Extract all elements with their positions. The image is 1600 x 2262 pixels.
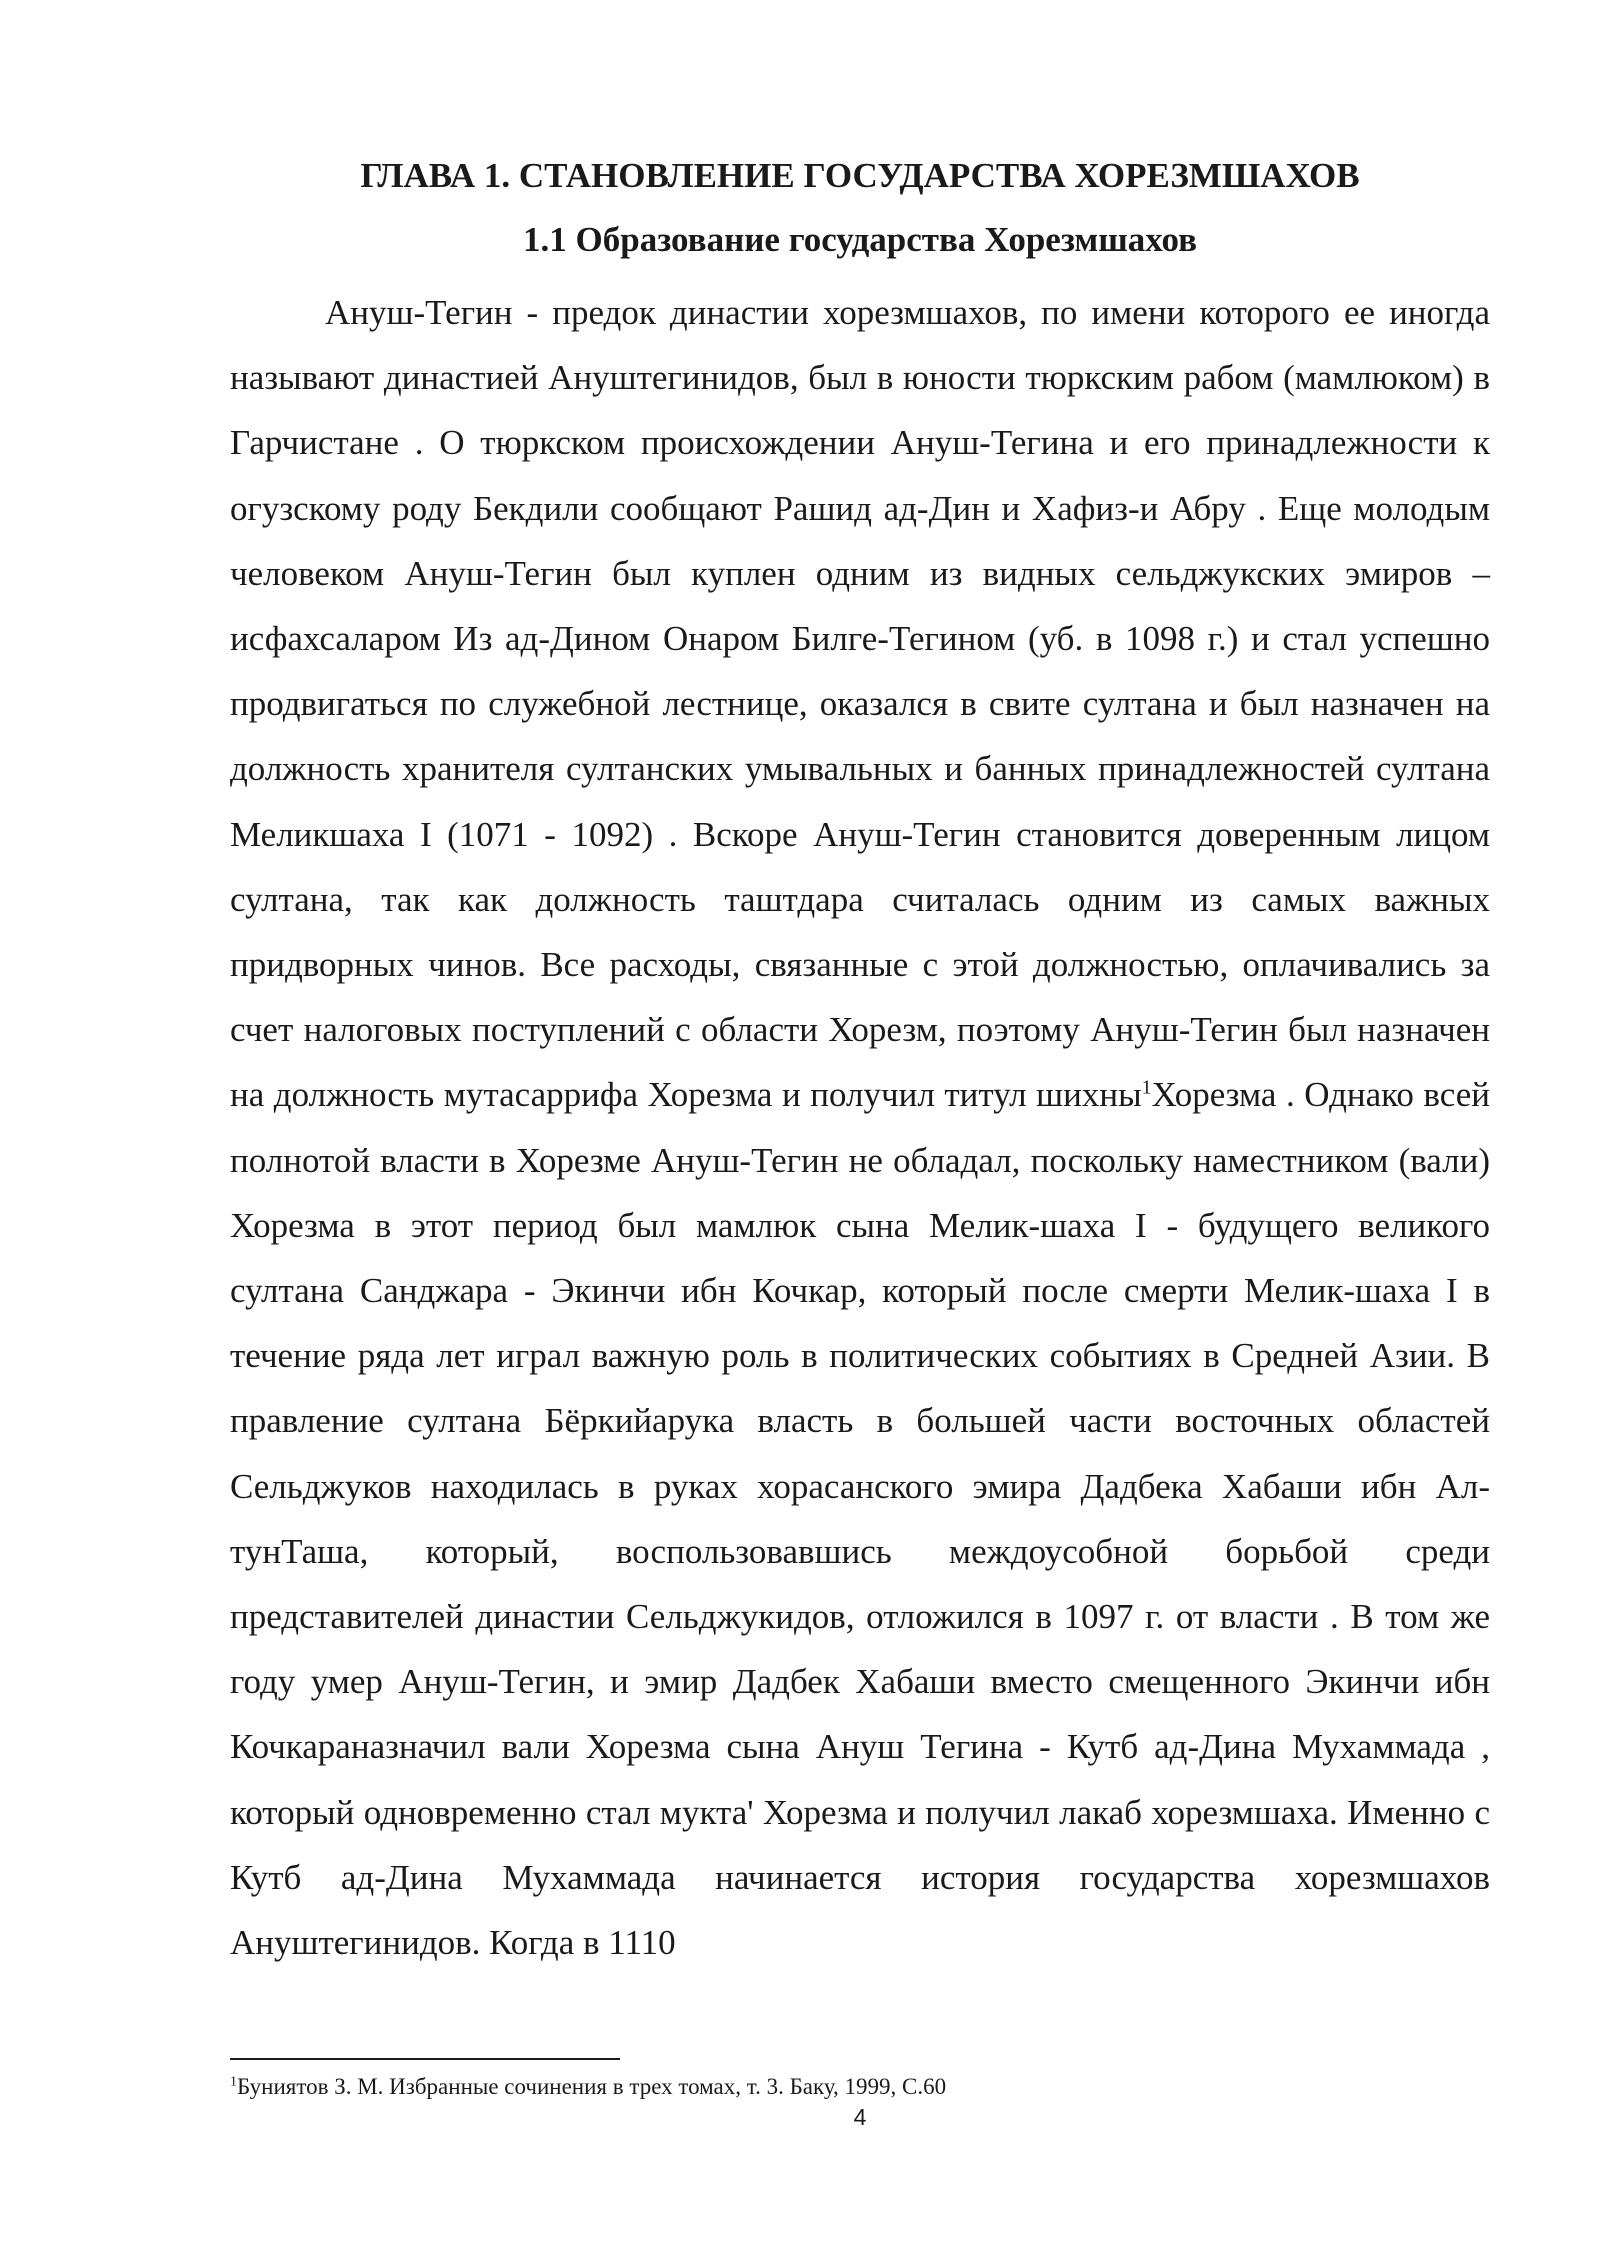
body-paragraph	[230, 280, 1490, 1975]
footnote-mark: 1	[230, 2074, 237, 2090]
paragraph-text-part-2: Хорезма . Однако всей полнотой власти в Хорезме Ануш-Тегин не обладал, поскольку наместником (вали) Хорезма в этот период был мамлюк сына Мелик-шаха I - будущего великого султана Санджара - Экинчи ибн Кочкар, который после смерти Мелик-шаха I в течение ряда лет играл важную роль в политических событиях в Средней Азии. В правление султана Бёркийарука власть в большей части восточных областей Сельджуков находилась в руках хорасанского эмира Дадбека Хабаши ибн Ал-тунТаша, который, воспользовавшись междоусобной борьбой среди представителей династии Сельджукидов, отложился в 1097 г. от власти . В том же году умер Ануш-Тегин, и эмир Дадбек Хабаши вместо смещенного Экинчи ибн Кочкараназначил вали Хорезма сына Ануш Тегина - Кутб ад-Дина Мухаммада , который одновременно стал мукта' Хорезма и получил лакаб хорезмшаха. Именно с Кутб ад-Дина Мухаммада начинается история государства хорезмшахов Ануштегинидов. Когда в 1110	[230, 1075, 1490, 1963]
footnote	[230, 2072, 1490, 2102]
footnote-separator	[230, 2058, 620, 2060]
page-number: 4	[853, 2104, 867, 2130]
chapter-title: ГЛАВА 1. СТАНОВЛЕНИЕ ГОСУДАРСТВА ХОРЕЗМШАХОВ	[360, 156, 1360, 195]
footnote-reference[interactable]: 1	[1141, 1076, 1152, 1099]
footnote-text: Буниятов З. М. Избранные сочинения в трех томах, т. 3. Баку, 1999, С.60	[237, 2074, 947, 2099]
paragraph-text-part-1: Ануш-Тегин - предок династии хорезмшахов, по имени которого ее иногда называют династией Ануштегинидов, был в юности тюркским рабом (мамлюком) в Гарчистане . О тюркском происхождении Ануш-Тегина и его принадлежности к огузскому роду Бекдили сообщают Рашид ад-Дин и Хафиз-и Абру . Еще молодым человеком Ануш-Тегин был куплен одним из видных сельджукских эмиров – исфахсаларом Из ад-Дином Онаром Билге-Тегином (уб. в 1098 г.) и стал успешно продвигаться по служебной лестнице, оказался в свите султана и был назначен на должность хранителя султанских умывальных и банных принадлежностей султана Меликшаха I (1071 - 1092) . Вскоре Ануш-Тегин становится доверенным лицом султана, так как должность таштдара считалась одним из самых важных придворных чинов. Все расходы, связанные с этой должностью, оплачивались за счет налоговых поступлений с области Хорезм, поэтому Ануш-Тегин был назначен на должность мутасаррифа Хорезма и получил титул шихны	[230, 293, 1490, 1115]
section-title: 1.1 Образование государства Хорезмшахов	[523, 220, 1197, 259]
